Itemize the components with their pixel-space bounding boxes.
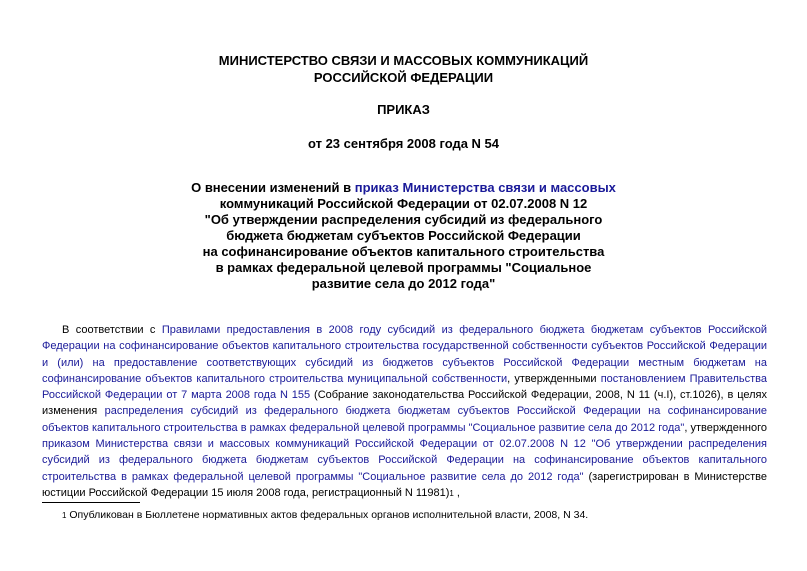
subject-prefix: О внесении изменений в — [191, 180, 355, 195]
date-line: от 23 сентября 2008 года N 54 — [307, 136, 500, 151]
subject-heading — [0, 180, 807, 292]
footnote — [62, 508, 588, 523]
ministry-line-2: РОССИЙСКОЙ ФЕДЕРАЦИИ — [313, 70, 494, 85]
subject-line-1 — [0, 180, 807, 196]
body-paragraph — [42, 322, 767, 502]
body-text-3: (Собрание законодательства Российской Федерации, 2008, N 11 (ч.I), ст.1026), в целях изменения — [42, 389, 768, 418]
ministry-line-1: МИНИСТЕРСТВО СВЯЗИ И МАССОВЫХ КОММУНИКАЦИЙ — [218, 53, 589, 68]
body-text-2: , утвержденными — [507, 372, 601, 385]
subject-line-3: "Об утверждении распределения субсидий из федерального — [204, 212, 603, 227]
footnote-mark: 1 — [62, 511, 67, 520]
subject-line-4: бюджета бюджетам субъектов Российской Федерации — [226, 228, 581, 243]
ministry-order-link[interactable]: приказом Министерства связи и массовых коммуникаций Российской Федерации от 02.07.2008 N 12 "Об утверждении распределения субсидий из федерального бюджета бюджетам субъектов Российской Федерации на софинансирование объектов капитального строительства в рамках федеральной целевой программы "Социальное развитие села до 2012 года" — [42, 438, 767, 483]
body-text-1: В соответствии с — [62, 324, 162, 336]
subject-line-2: коммуникаций Российской Федерации от 02.07.2008 N 12 — [219, 196, 588, 211]
ministry-heading — [0, 52, 807, 86]
subsidy-distribution-link[interactable]: распределения субсидий из федерального бюджета бюджетам субъектов Российской Федерации на софинансирование объектов капитального строительства в рамках федеральной целевой программы "Социальное развитие села до 2012 года" — [42, 405, 767, 434]
footnote-text: Опубликован в Бюллетене нормативных актов федеральных органов исполнительной власти, 2008, N 34. — [66, 509, 589, 521]
doc-type-heading: ПРИКАЗ — [377, 102, 430, 117]
footnote-divider — [42, 502, 140, 503]
rules-link[interactable]: Правилами предоставления в 2008 году субсидий из федерального бюджета бюджетам субъектов Российской Федерации на софинансирование объектов капитального строительства государственной собственности субъектов Российской Федерации и (или) на предоставление соответствующих субсидий из бюджетов субъектов Российской Федерации местным бюджетам на софинансирование объектов капитального строительства муниципальной собственности — [42, 324, 768, 385]
footnote-reference[interactable]: 1 — [449, 488, 454, 498]
body-text-4: , утвержденного — [684, 421, 767, 434]
body-text-5: (зарегистрирован в Министерстве юстиции Российской Федерации 15 июля 2008 года, регистрационный N 11981) — [42, 470, 767, 499]
subject-line-6: в рамках федеральной целевой программы "Социальное — [215, 260, 592, 275]
order-link-title[interactable]: приказ Министерства связи и массовых — [354, 180, 616, 195]
subject-line-5: на софинансирование объектов капитального строительства — [202, 244, 605, 259]
government-resolution-link[interactable]: постановлением Правительства Российской Федерации от 7 марта 2008 года N 155 — [42, 372, 767, 402]
body-text-6: , — [453, 486, 460, 499]
subject-line-7: развитие села до 2012 года" — [311, 276, 496, 291]
